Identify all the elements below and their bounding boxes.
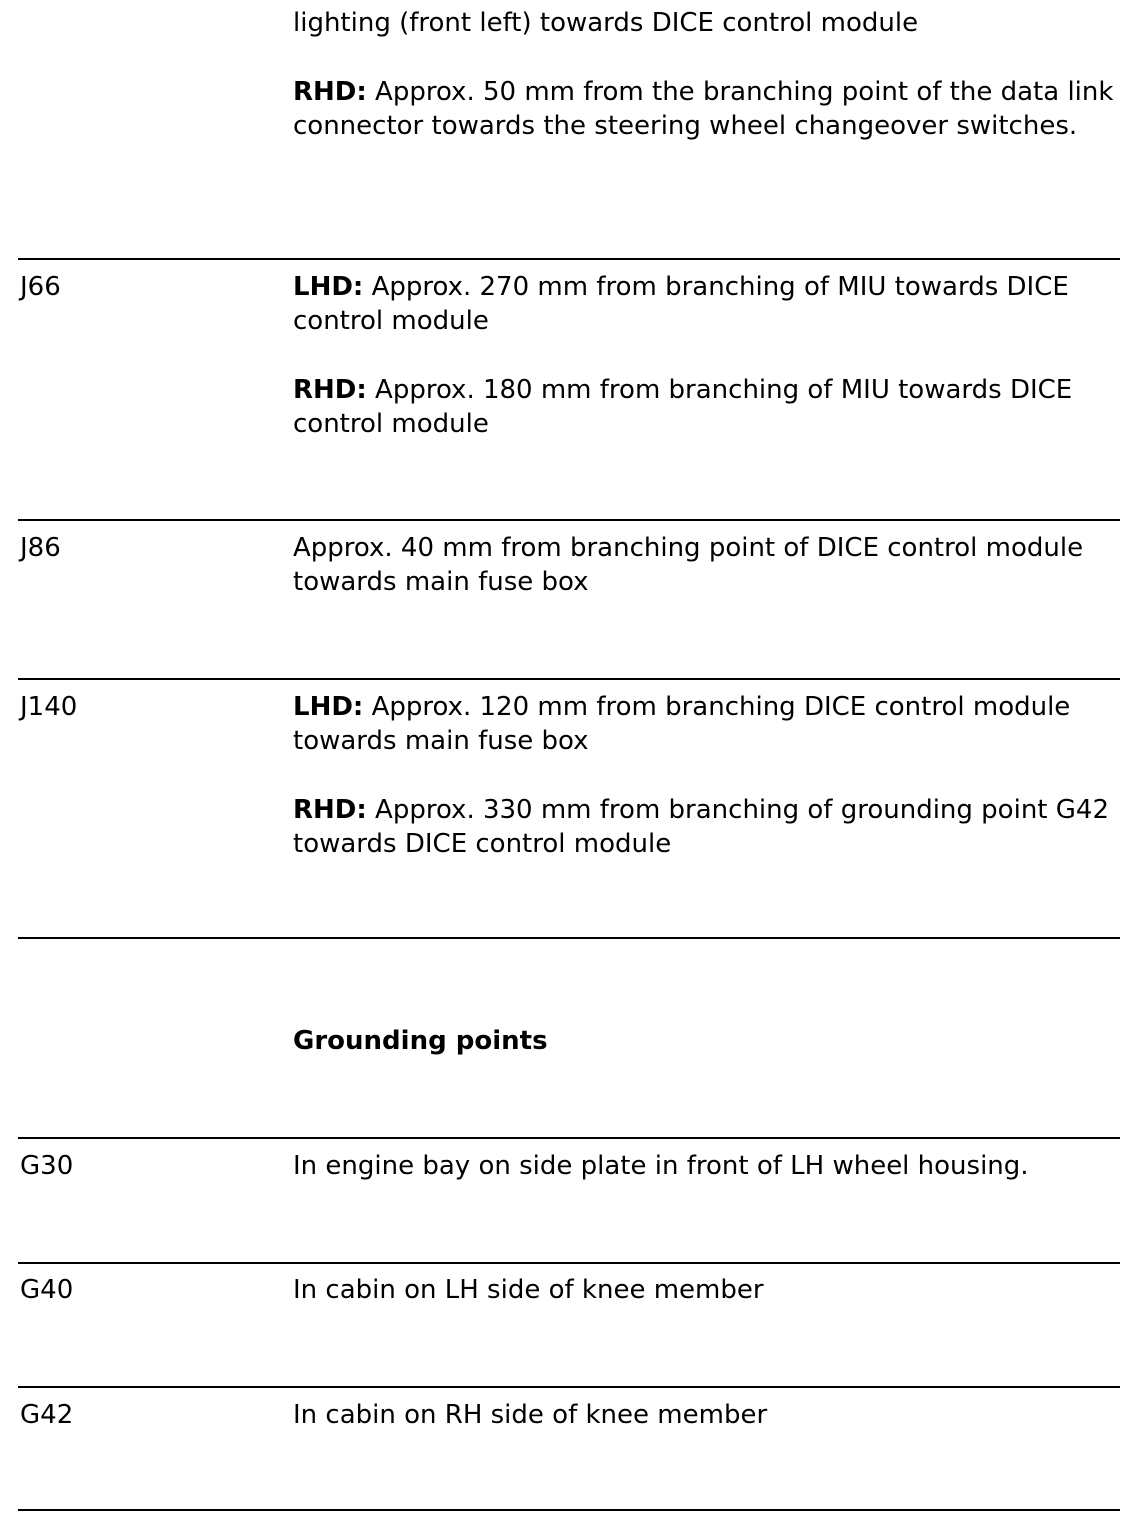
continuation-cell bbox=[293, 6, 1123, 143]
row-divider bbox=[18, 937, 1120, 939]
row-desc-g40: In cabin on LH side of knee member bbox=[293, 1275, 764, 1305]
lhd-label: LHD: bbox=[293, 692, 364, 722]
rhd-text: Approx. 180 mm from branching of MIU towards DICE control module bbox=[293, 375, 1073, 439]
row-desc-j140 bbox=[293, 690, 1123, 861]
row-divider bbox=[18, 1509, 1120, 1511]
continuation-rhd-paragraph bbox=[293, 75, 1123, 143]
rhd-paragraph bbox=[293, 793, 1123, 861]
row-divider bbox=[18, 678, 1120, 680]
rhd-text: Approx. 50 mm from the branching point of the data link connector towards the steering wheel changeover switches. bbox=[293, 77, 1114, 141]
row-id-j86: J86 bbox=[20, 533, 61, 563]
rhd-label: RHD: bbox=[293, 77, 367, 107]
row-divider bbox=[18, 1386, 1120, 1388]
lhd-text: Approx. 270 mm from branching of MIU towards DICE control module bbox=[293, 272, 1069, 336]
row-id-g40: G40 bbox=[20, 1275, 74, 1305]
lhd-paragraph bbox=[293, 690, 1123, 758]
row-divider bbox=[18, 258, 1120, 260]
rhd-label: RHD: bbox=[293, 375, 367, 405]
lhd-text: Approx. 120 mm from branching DICE control module towards main fuse box bbox=[293, 692, 1071, 756]
section-heading: Grounding points bbox=[293, 1026, 548, 1056]
row-id-j140: J140 bbox=[20, 692, 78, 722]
row-desc-j66 bbox=[293, 270, 1123, 441]
row-id-j66: J66 bbox=[20, 272, 61, 302]
row-text: Approx. 40 mm from branching point of DICE control module towards main fuse box bbox=[293, 533, 1084, 597]
rhd-label: RHD: bbox=[293, 795, 367, 825]
row-divider bbox=[18, 1262, 1120, 1264]
rhd-paragraph bbox=[293, 373, 1123, 441]
row-divider bbox=[18, 519, 1120, 521]
row-id-g30: G30 bbox=[20, 1151, 74, 1181]
continuation-line: lighting (front left) towards DICE control module bbox=[293, 8, 919, 38]
row-id-g42: G42 bbox=[20, 1400, 74, 1430]
row-desc-g42: In cabin on RH side of knee member bbox=[293, 1400, 768, 1430]
row-desc-g30: In engine bay on side plate in front of LH wheel housing. bbox=[293, 1151, 1029, 1181]
lhd-label: LHD: bbox=[293, 272, 364, 302]
row-desc-j86 bbox=[293, 531, 1123, 599]
lhd-paragraph bbox=[293, 270, 1123, 338]
rhd-text: Approx. 330 mm from branching of grounding point G42 towards DICE control module bbox=[293, 795, 1109, 859]
row-divider bbox=[18, 1137, 1120, 1139]
